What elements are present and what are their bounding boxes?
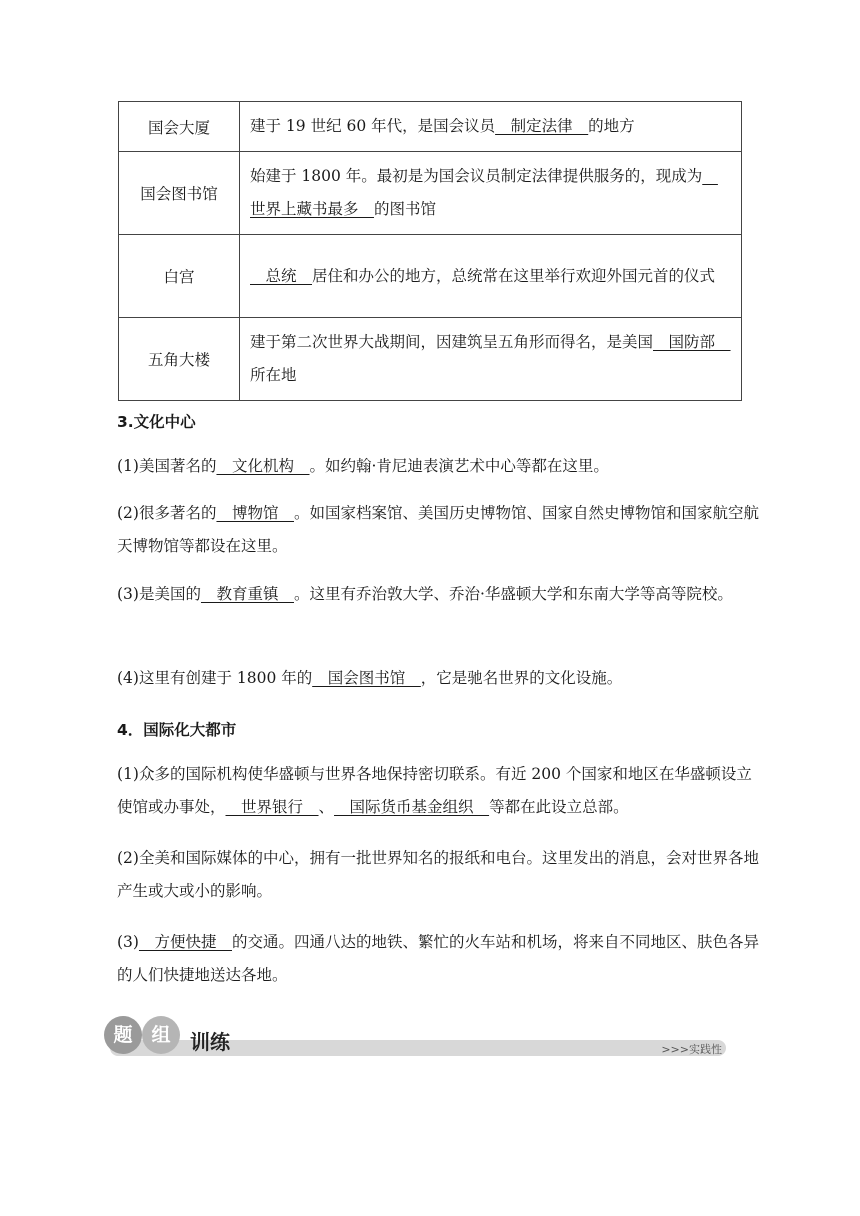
desc-text: 建于第二次世界大战期间，因建筑呈五角形而得名，是美国 — [250, 333, 654, 351]
answer-blank: __国防部__ — [653, 333, 731, 351]
item-text: (1)众多的国际机构使华盛顿与世界各地保持密切联系。有近 200 个国家和地区在华盛顿设立使馆或办事处， — [117, 765, 752, 816]
row-name-cell: 国会图书馆 — [119, 152, 240, 235]
item-text: (4)这里有创建于 1800 年的 — [117, 669, 313, 687]
item-text: 、 — [318, 798, 335, 816]
item-text: (2)很多著名的 — [117, 504, 217, 522]
table-row — [119, 235, 742, 318]
banner-tag: >>>实践性 — [661, 1043, 722, 1056]
section-3-item-2 — [117, 497, 759, 563]
section-3-item-4 — [117, 662, 759, 695]
landmarks-table — [118, 101, 742, 401]
table-row — [119, 318, 742, 401]
section-4-title: 4．国际化大都市 — [117, 721, 237, 739]
desc-text: 居住和办公的地方，总统常在这里举行欢迎外国元首的仪式 — [312, 266, 716, 285]
answer-blank: __世界银行__ — [225, 798, 319, 816]
row-name-cell: 五角大楼 — [119, 318, 240, 401]
row-desc-cell — [240, 318, 742, 401]
practice-banner — [104, 1016, 726, 1060]
item-text: 。如约翰·肯尼迪表演艺术中心等都在这里。 — [309, 457, 609, 475]
banner-badge: 题 — [104, 1016, 142, 1054]
section-3-title: 3.文化中心 — [117, 413, 196, 431]
row-desc-cell — [240, 102, 742, 152]
answer-blank: __方便快捷__ — [138, 933, 232, 951]
row-desc-cell — [240, 235, 742, 318]
item-text: ，它是驰名世界的文化设施。 — [420, 669, 623, 687]
item-text: (3)是美国的 — [117, 585, 201, 603]
item-text: 的交通。四通八达的地铁、繁忙的火车站和机场，将来自不同地区、肤色各异的人们快捷地送达各地。 — [117, 933, 759, 984]
section-3-item-3 — [117, 578, 759, 611]
answer-blank: __国会图书馆__ — [312, 669, 421, 687]
desc-text: 始建于 1800 年。最初是为国会议员制定法律提供服务的，现成为 — [250, 167, 703, 185]
desc-text: 的地方 — [588, 117, 635, 135]
answer-blank: __总统__ — [250, 266, 313, 285]
answer-blank: __国际货币基金组织__ — [334, 798, 490, 816]
table-row — [119, 152, 742, 235]
item-text: 。这里有乔治敦大学、乔治·华盛顿大学和东南大学等高等院校。 — [293, 585, 733, 603]
section-4-item-2: (2)全美和国际媒体的中心，拥有一批世界知名的报纸和电台。这里发出的消息，会对世界各地产生或大或小的影响。 — [117, 849, 759, 900]
item-text: (3) — [117, 933, 139, 951]
table-row — [119, 102, 742, 152]
section-3-item-1 — [117, 450, 759, 483]
desc-text: 建于 19 世纪 60 年代，是国会议员 — [250, 117, 496, 135]
answer-blank: __教育重镇__ — [200, 585, 294, 603]
item-text: 等都在此设立总部。 — [489, 798, 629, 816]
answer-blank: __博物馆__ — [216, 504, 294, 522]
answer-blank: __世界上藏书最多__ — [250, 167, 718, 218]
item-text: (1)美国著名的 — [117, 457, 217, 475]
desc-text: 所在地 — [250, 366, 297, 384]
section-4-item-3 — [117, 926, 759, 992]
row-name-cell: 国会大厦 — [119, 102, 240, 152]
banner-title: 训练 — [190, 1030, 230, 1054]
row-name-cell: 白宫 — [119, 235, 240, 318]
banner-badge: 组 — [142, 1016, 180, 1054]
row-desc-cell — [240, 152, 742, 235]
answer-blank: __文化机构__ — [216, 457, 310, 475]
item-text: 。如国家档案馆、美国历史博物馆、国家自然史博物馆和国家航空航天博物馆等都设在这里。 — [117, 504, 759, 555]
answer-blank: __制定法律__ — [495, 117, 589, 135]
desc-text: 的图书馆 — [374, 200, 437, 218]
section-4-item-1 — [117, 758, 759, 824]
